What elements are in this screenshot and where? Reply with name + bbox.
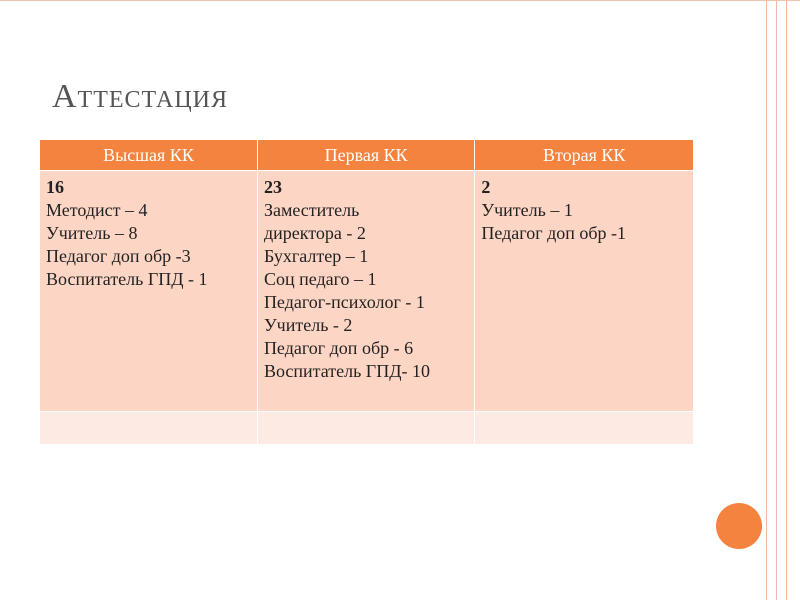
count-first: 23 [263, 177, 282, 197]
empty-cell [257, 412, 474, 445]
table-row [40, 171, 693, 412]
list-item: Педагог доп обр -1 [481, 223, 627, 243]
header-row [40, 140, 693, 171]
frame-line-right [786, 0, 787, 600]
count-highest: 16 [46, 177, 64, 197]
list-item: Педагог-психолог - 1 [263, 292, 425, 312]
cell-highest-category [40, 171, 257, 412]
header-highest-category: Высшая КК [40, 140, 257, 171]
decorative-circle [716, 503, 762, 549]
empty-cell [40, 412, 257, 445]
cell-first-category [257, 171, 474, 412]
frame-line-middle [776, 0, 777, 600]
slide-title: Аттестация [52, 78, 229, 115]
header-second-category: Вторая КК [475, 140, 693, 171]
top-border-line [0, 0, 800, 1]
list-item: Учитель – 8 [46, 223, 138, 243]
list-item: Воспитатель ГПД- 10 [263, 361, 430, 381]
list-item: Соц педаго – 1 [263, 269, 377, 289]
attestation-table [40, 140, 693, 444]
count-second: 2 [481, 177, 491, 197]
list-item: Учитель - 2 [263, 315, 353, 335]
cell-second-category [475, 171, 693, 412]
header-first-category: Первая КК [257, 140, 474, 171]
list-item: Педагог доп обр - 6 [263, 338, 414, 358]
frame-line-left [766, 0, 767, 600]
list-item: Учитель – 1 [481, 200, 573, 220]
list-item: Бухгалтер – 1 [263, 246, 369, 266]
list-item: директора - 2 [263, 223, 366, 243]
list-item: Педагог доп обр -3 [46, 246, 191, 266]
empty-table-row [40, 412, 693, 445]
empty-cell [475, 412, 693, 445]
list-item: Заместитель [263, 200, 360, 220]
list-item: Воспитатель ГПД - 1 [46, 269, 208, 289]
list-item: Методист – 4 [46, 200, 148, 220]
